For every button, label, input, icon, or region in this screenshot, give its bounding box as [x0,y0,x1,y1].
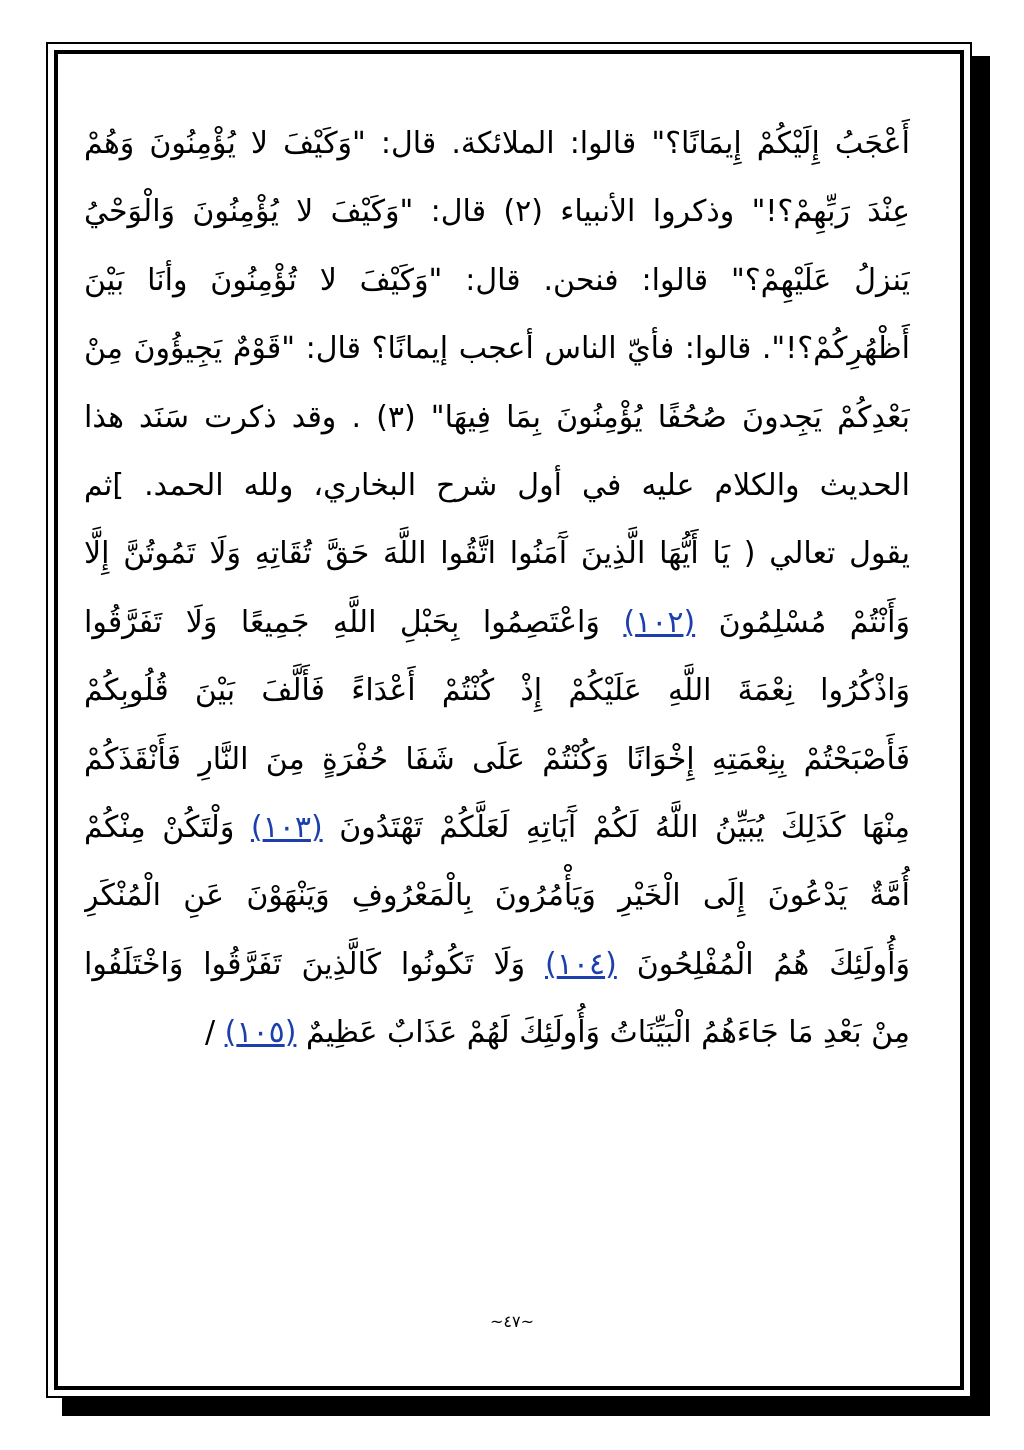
verse-reference-link[interactable]: (١٠٥) [224,1015,297,1051]
line-text-end: وَاعْتَصِمُوا بِحَبْلِ اللَّهِ جَمِيعًا وَلَا تَفَرَّقُوا [84,604,624,640]
text-line [84,794,910,862]
text-line: أَعْجَبُ إِلَيْكُمْ إِيمَانًا؟" قالوا: الملائكة. قال: "وَكَيْفَ لا يُؤْمِنُونَ وَهُمْ [84,126,910,161]
text-line: الحديث والكلام عليه في أول شرح البخاري، ولله الحمد. ]ثم [84,467,910,503]
line-text-start: وَأَنْتُمْ مُسْلِمُونَ [695,604,910,640]
verse-reference-link[interactable]: (١٠٤) [545,946,617,982]
line-text-start: مِنْ بَعْدِ مَا جَاءَهُمُ الْبَيِّنَاتُ وَأُولَئِكَ لَهُمْ عَذَابٌ عَظِيمٌ [296,1015,910,1051]
verse-reference-link[interactable]: (١٠٣) [250,809,323,845]
line-text-start: وَأُولَئِكَ هُمُ الْمُفْلِحُونَ [616,946,910,982]
text-line: فَأَصْبَحْتُمْ بِنِعْمَتِهِ إِخْوَانًا وَكُنْتُمْ عَلَى شَفَا حُفْرَةٍ مِنَ النَّارِ فَأَنْقَذَكُمْ [84,741,910,777]
line-text-start: مِنْهَا كَذَلِكَ يُبَيِّنُ اللَّهُ لَكُمْ آَيَاتِهِ لَعَلَّكُمْ تَهْتَدُونَ [322,809,910,845]
line-text-end: وَلْتَكُنْ مِنْكُمْ [84,809,251,845]
text-line: وَاذْكُرُوا نِعْمَةَ اللَّهِ عَلَيْكُمْ إِذْ كُنْتُمْ أَعْدَاءً فَأَلَّفَ بَيْنَ قُلُوبِكُمْ [84,673,910,709]
text-line [84,931,910,999]
text-line: يَنزلُ عَلَيْهِمْ؟" قالوا: فنحن. قال: "وَكَيْفَ لا تُؤْمِنُونَ وأنَا بَيْنَ [84,262,910,298]
body-text [84,110,910,1067]
page-number: ~٤٧~ [490,1312,534,1331]
verse-reference-link[interactable]: (١٠٢) [623,604,696,640]
line-text-end: / [204,1015,225,1051]
text-line: عِنْدَ رَبِّهِمْ؟!" وذكروا الأنبياء (٢) قال: "وَكَيْفَ لا يُؤْمِنُونَ وَالْوَحْيُ [84,194,910,230]
text-line [84,589,910,657]
text-line: أَظْهُرِكُمْ؟!". قالوا: فأيّ الناس أعجب إيمانًا؟ قال: "قَوْمٌ يَجِيؤُونَ مِنْ [84,331,910,367]
text-line [84,999,910,1067]
text-line: يقول تعالي ( يَا أَيُّهَا الَّذِينَ آَمَنُوا اتَّقُوا اللَّهَ حَقَّ تُقَاتِهِ وَلَا تَمُوتُنَّ إِلَّا [84,536,910,572]
text-line: بَعْدِكُمْ يَجِدونَ صُحُفًا يُؤْمِنُونَ بِمَا فِيهَا" (٣) . وقد ذكرت سَنَد هذا [84,399,910,435]
text-line: أُمَّةٌ يَدْعُونَ إِلَى الْخَيْرِ وَيَأْمُرُونَ بِالْمَعْرُوفِ وَيَنْهَوْنَ عَنِ الْمُنْكَرِ [84,878,910,914]
line-text-end: وَلَا تَكُونُوا كَالَّذِينَ تَفَرَّقُوا وَاخْتَلَفُوا [84,946,545,982]
